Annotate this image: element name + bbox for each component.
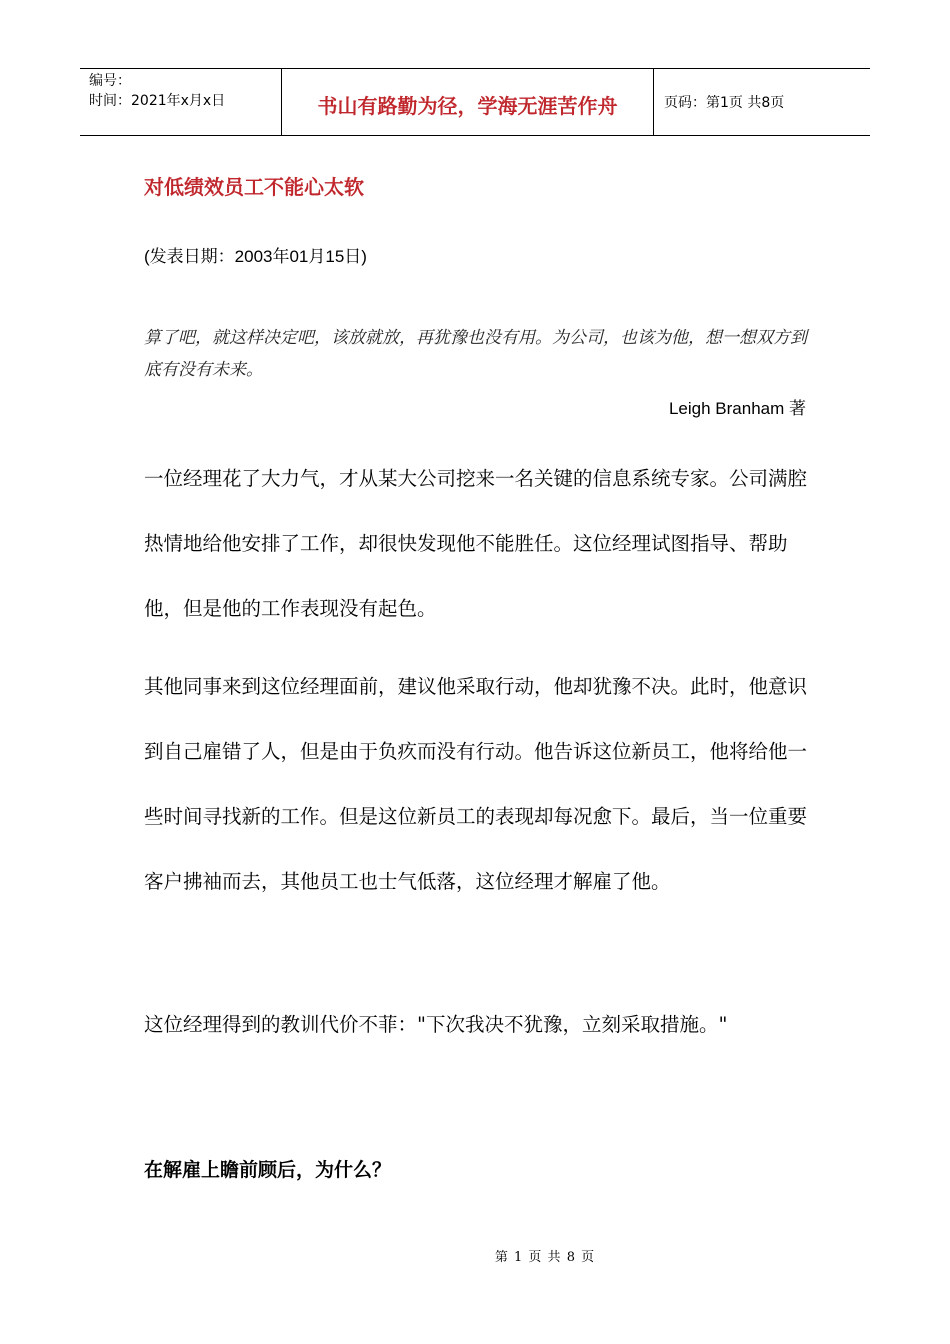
header-page-info: 页码：第1页 共8页 <box>664 95 785 111</box>
document-header <box>80 68 870 136</box>
paragraph-3: 这位经理得到的教训代价不菲："下次我决不犹豫，立刻采取措施。" <box>144 1013 728 1036</box>
header-motto: 书山有路勤为径，学海无涯苦作舟 <box>282 69 654 135</box>
header-meta-cell <box>80 69 282 135</box>
author-credit: Leigh Branham 著 <box>668 399 806 418</box>
page-footer: 第 1 页 共 8 页 <box>494 1250 596 1265</box>
article-title: 对低绩效员工不能心太软 <box>144 175 364 199</box>
time-label: 时间：2021年x月x日 <box>89 93 226 109</box>
section-subheading: 在解雇上瞻前顾后，为什么？ <box>144 1159 392 1181</box>
paragraph-1: 一位经理花了大力气，才从某大公司挖来一名关键的信息系统专家。公司满腔热情地给他安排了工作，却很快发现他不能胜任。这位经理试图指导、帮助他，但是他的工作表现没有起色。 <box>144 467 808 620</box>
paragraph-2: 其他同事来到这位经理面前，建议他采取行动，他却犹豫不决。此时，他意识到自己雇错了人，但是由于负疚而没有行动。他告诉这位新员工，他将给他一些时间寻找新的工作。但是这位新员工的表现却每况愈下。最后，当一位重要客户拂袖而去，其他员工也士气低落，这位经理才解雇了他。 <box>144 675 808 893</box>
number-label: 编号： <box>89 73 131 89</box>
publication-date: (发表日期：2003年01月15日) <box>144 247 367 266</box>
epigraph: 算了吧，就这样决定吧，该放就放，再犹豫也没有用。为公司，也该为他，想一想双方到底有没有未来。 <box>144 328 807 380</box>
